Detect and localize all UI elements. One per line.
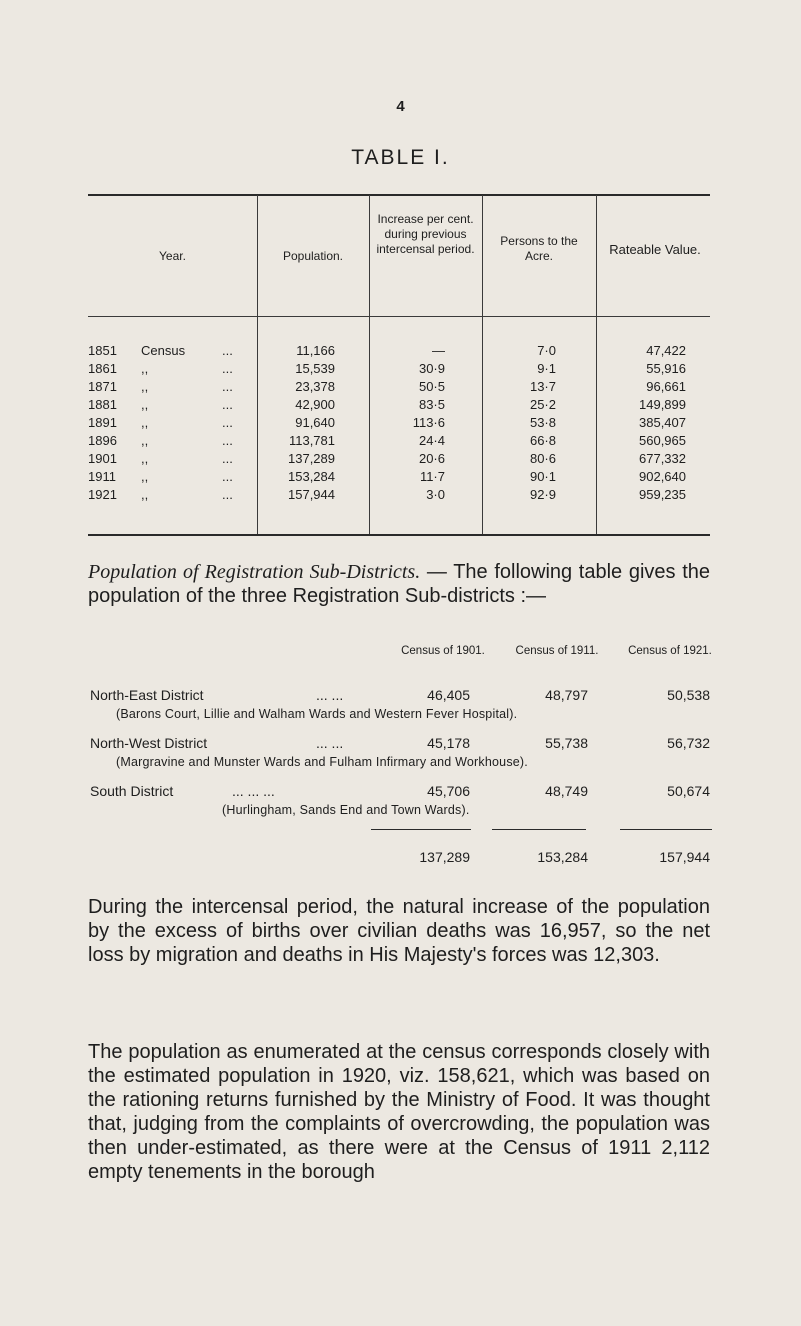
table-cell-label: Census xyxy=(141,343,186,358)
table-cell-dots: ... xyxy=(222,361,233,376)
district-value-1901: 46,405 xyxy=(427,687,470,703)
table-cell-year: 1881 xyxy=(88,397,117,412)
table-cell-dots: ... xyxy=(222,433,233,448)
table-cell-increase: 50·5 xyxy=(418,379,445,394)
colhead-1911: Census of 1911. xyxy=(515,645,599,657)
table-cell-year: 1871 xyxy=(88,379,117,394)
total-1911: 153,284 xyxy=(537,849,588,865)
table-cell-increase: — xyxy=(432,343,445,358)
table-cell-persons: 90·1 xyxy=(529,469,556,484)
paragraph-enumeration: The population as enumerated at the census corresponds closely with the estimated population in 1920, viz. 158,621, which was based on the rationing returns furnished by the Ministry of Food. It was thought that, judging from the complaints of overcrowding, the population was then under-estimated, as there were at the Census of 1911 2,112 empty tenements in the borough xyxy=(88,1041,710,1183)
district-value-1901: 45,178 xyxy=(427,735,470,751)
table-cell-rateable: 677,332 xyxy=(639,451,686,466)
table-cell-persons: 92·9 xyxy=(529,487,556,502)
table-cell-year: 1901 xyxy=(88,451,117,466)
district-value-1921: 56,732 xyxy=(667,735,710,751)
table-cell-increase: 11·7 xyxy=(419,469,445,484)
total-1921: 157,944 xyxy=(659,849,710,865)
table-cell-dots: ... xyxy=(222,469,233,484)
table-cell-increase: 3·0 xyxy=(426,487,445,502)
table-cell-persons: 25·2 xyxy=(529,397,556,412)
header-year: Year. xyxy=(159,249,186,263)
header-persons: Persons to the Acre. xyxy=(500,234,578,263)
subdistricts-intro-text: — The following table gives the population of the three Registration Sub-districts :— xyxy=(88,561,710,607)
district-value-1921: 50,674 xyxy=(667,783,710,799)
header-population: Population. xyxy=(282,249,344,263)
colhead-1901: Census of 1901. xyxy=(401,645,485,657)
district-value-1901: 45,706 xyxy=(427,783,470,799)
table-cell-rateable: 560,965 xyxy=(639,433,686,448)
table-cell-label: ,, xyxy=(141,451,149,466)
table-cell-population: 42,900 xyxy=(295,397,335,412)
table-cell-population: 113,781 xyxy=(288,433,335,448)
page-number: 4 xyxy=(396,98,405,115)
table-cell-dots: ... xyxy=(222,451,233,466)
district-name: North-East District xyxy=(90,687,204,703)
district-name: South District xyxy=(90,783,174,799)
district-value-1911: 55,738 xyxy=(545,735,588,751)
table-cell-dots: ... xyxy=(222,487,233,502)
header-rateable: Rateable Value. xyxy=(609,242,701,257)
table-bottom-rule xyxy=(88,534,710,536)
district-value-1911: 48,749 xyxy=(545,783,588,799)
table-cell-persons: 66·8 xyxy=(529,433,556,448)
table-cell-persons: 53·8 xyxy=(529,415,556,430)
colhead-1921: Census of 1921. xyxy=(628,645,712,657)
total-rule xyxy=(371,829,471,830)
table-cell-population: 157,944 xyxy=(288,487,335,502)
table-cell-persons: 13·7 xyxy=(529,379,556,394)
table-cell-dots: ... xyxy=(222,415,233,430)
table-cell-label: ,, xyxy=(141,361,149,376)
table-cell-rateable: 959,235 xyxy=(639,487,686,502)
district-dots: ... ... ... xyxy=(232,783,275,799)
table-cell-population: 91,640 xyxy=(295,415,335,430)
table-cell-year: 1921 xyxy=(88,487,117,502)
total-rule xyxy=(620,829,712,830)
table-cell-increase: 83·5 xyxy=(418,397,445,412)
district-dots: ... ... xyxy=(316,687,344,703)
table-cell-rateable: 47,422 xyxy=(646,343,686,358)
district-description: (Hurlingham, Sands End and Town Wards). xyxy=(222,803,470,817)
table-cell-increase: 113·6 xyxy=(412,415,445,430)
district-description: (Barons Court, Lillie and Walham Wards and Western Fever Hospital). xyxy=(116,707,518,721)
table-cell-year: 1851 xyxy=(88,343,117,358)
table-cell-rateable: 55,916 xyxy=(646,361,686,376)
table-cell-year: 1861 xyxy=(88,361,117,376)
table-cell-label: ,, xyxy=(141,397,149,412)
table-cell-dots: ... xyxy=(222,343,233,358)
table-title: TABLE I. xyxy=(351,146,450,169)
table-cell-population: 11,166 xyxy=(296,343,335,358)
table-cell-persons: 80·6 xyxy=(529,451,556,466)
table-cell-label: ,, xyxy=(141,469,149,484)
table-cell-year: 1896 xyxy=(88,433,117,448)
table-cell-rateable: 385,407 xyxy=(639,415,686,430)
district-value-1911: 48,797 xyxy=(545,687,588,703)
table-cell-dots: ... xyxy=(222,379,233,394)
table-cell-population: 137,289 xyxy=(288,451,335,466)
total-rule xyxy=(492,829,586,830)
district-name: North-West District xyxy=(90,735,208,751)
table-top-rule xyxy=(88,194,710,196)
table-cell-increase: 30·9 xyxy=(418,361,445,376)
table-cell-label: ,, xyxy=(141,415,149,430)
table-cell-label: ,, xyxy=(141,379,149,394)
district-dots: ... ... xyxy=(316,735,344,751)
district-description: (Margravine and Munster Wards and Fulham Infirmary and Workhouse). xyxy=(116,755,528,769)
table-cell-year: 1891 xyxy=(88,415,117,430)
subdistricts-intro xyxy=(88,560,710,608)
table-cell-year: 1911 xyxy=(88,469,116,484)
paragraph-intercensal: During the intercensal period, the natural increase of the population by the excess of births over civilian deaths was 16,957, so the net loss by migration and deaths in His Majesty's forces was 12,303. xyxy=(88,896,710,966)
header-increase: Increase per cent. during previous intercensal period. xyxy=(376,212,475,256)
total-1901: 137,289 xyxy=(419,849,470,865)
subdistricts-heading: Population of Registration Sub-Districts. xyxy=(88,561,421,583)
table-header-rule xyxy=(88,316,710,317)
table-cell-rateable: 902,640 xyxy=(639,469,686,484)
table-cell-population: 15,539 xyxy=(295,361,335,376)
table-cell-persons: 9·1 xyxy=(537,361,556,376)
table-cell-label: ,, xyxy=(141,487,149,502)
table-cell-population: 153,284 xyxy=(288,469,335,484)
table-cell-persons: 7·0 xyxy=(537,343,556,358)
table-cell-population: 23,378 xyxy=(295,379,335,394)
table-cell-increase: 20·6 xyxy=(418,451,445,466)
table-cell-rateable: 96,661 xyxy=(646,379,686,394)
table-cell-increase: 24·4 xyxy=(418,433,445,448)
table-cell-rateable: 149,899 xyxy=(639,397,686,412)
table-cell-label: ,, xyxy=(141,433,149,448)
table-cell-dots: ... xyxy=(222,397,233,412)
district-value-1921: 50,538 xyxy=(667,687,710,703)
